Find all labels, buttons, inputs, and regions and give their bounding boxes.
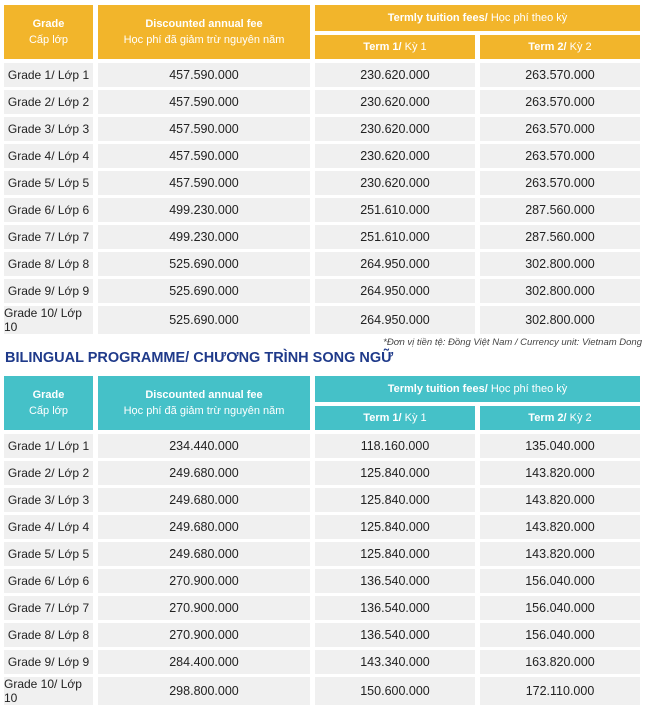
table-header [4,5,645,59]
term2-fee-cell: 143.820.000 [480,515,640,539]
term2-fee-cell: 287.560.000 [480,198,640,222]
term2-fee-cell: 263.570.000 [480,144,640,168]
term2-fee-cell: 263.570.000 [480,171,640,195]
term1-fee-cell: 125.840.000 [315,488,475,512]
term1-fee-cell: 230.620.000 [315,90,475,114]
header-annual-fee: Discounted annual fee Học phí đã giảm trừ nguyên năm [98,376,310,430]
term2-fee-cell: 156.040.000 [480,596,640,620]
standard-fee-table [4,5,645,334]
annual-fee-cell: 525.690.000 [98,252,310,276]
table-row [4,461,645,485]
grade-cell: Grade 1/ Lớp 1 [4,434,93,458]
table-row [4,198,645,222]
table-row [4,279,645,303]
term1-fee-cell: 230.620.000 [315,171,475,195]
grade-cell: Grade 9/ Lớp 9 [4,279,93,303]
term1-fee-cell: 125.840.000 [315,542,475,566]
table-row [4,596,645,620]
term1-fee-cell: 143.340.000 [315,650,475,674]
header-grade: Grade Cấp lớp [4,376,93,430]
currency-note: *Đơn vị tiền tệ: Đồng Việt Nam / Currency unit: Vietnam Dong [383,337,642,348]
term1-fee-cell: 230.620.000 [315,63,475,87]
table-row [4,63,645,87]
section-title: BILINGUAL PROGRAMME/ CHƯƠNG TRÌNH SONG NGỮ [5,350,394,366]
term1-fee-cell: 230.620.000 [315,117,475,141]
term1-fee-cell: 230.620.000 [315,144,475,168]
term2-fee-cell: 302.800.000 [480,306,640,334]
term2-fee-cell: 143.820.000 [480,542,640,566]
header-termly: Termly tuition fees/ Học phí theo kỳ Term 1/ Kỳ 1 Term 2/ Kỳ 2 [315,376,640,430]
annual-fee-cell: 249.680.000 [98,461,310,485]
term1-fee-cell: 264.950.000 [315,279,475,303]
term2-fee-cell: 302.800.000 [480,279,640,303]
header-grade: Grade Cấp lớp [4,5,93,59]
table-body [4,434,645,705]
table-row [4,677,645,705]
annual-fee-cell: 457.590.000 [98,117,310,141]
table-row [4,542,645,566]
table-row [4,171,645,195]
header-term1: Term 1/ Kỳ 1 [315,406,475,430]
grade-cell: Grade 9/ Lớp 9 [4,650,93,674]
term1-fee-cell: 125.840.000 [315,515,475,539]
term1-fee-cell: 136.540.000 [315,569,475,593]
term2-fee-cell: 135.040.000 [480,434,640,458]
term1-fee-cell: 264.950.000 [315,252,475,276]
header-annual-fee: Discounted annual fee Học phí đã giảm trừ nguyên năm [98,5,310,59]
grade-cell: Grade 6/ Lớp 6 [4,198,93,222]
annual-fee-cell: 457.590.000 [98,171,310,195]
term1-fee-cell: 150.600.000 [315,677,475,705]
table-row [4,623,645,647]
annual-fee-cell: 249.680.000 [98,515,310,539]
grade-cell: Grade 4/ Lớp 4 [4,515,93,539]
table-header [4,376,645,430]
annual-fee-cell: 249.680.000 [98,542,310,566]
annual-fee-cell: 270.900.000 [98,596,310,620]
grade-cell: Grade 5/ Lớp 5 [4,542,93,566]
table-row [4,252,645,276]
annual-fee-cell: 284.400.000 [98,650,310,674]
table-row [4,225,645,249]
term2-fee-cell: 143.820.000 [480,488,640,512]
table-row [4,515,645,539]
grade-cell: Grade 2/ Lớp 2 [4,461,93,485]
grade-cell: Grade 6/ Lớp 6 [4,569,93,593]
table-row [4,306,645,334]
header-term2: Term 2/ Kỳ 2 [480,406,640,430]
annual-fee-cell: 499.230.000 [98,198,310,222]
table-row [4,650,645,674]
annual-fee-cell: 234.440.000 [98,434,310,458]
table-row [4,488,645,512]
grade-cell: Grade 8/ Lớp 8 [4,623,93,647]
annual-fee-cell: 270.900.000 [98,569,310,593]
term1-fee-cell: 136.540.000 [315,596,475,620]
header-term2: Term 2/ Kỳ 2 [480,35,640,59]
term2-fee-cell: 156.040.000 [480,623,640,647]
table-row [4,569,645,593]
annual-fee-cell: 499.230.000 [98,225,310,249]
term1-fee-cell: 251.610.000 [315,225,475,249]
term2-fee-cell: 263.570.000 [480,63,640,87]
grade-cell: Grade 3/ Lớp 3 [4,117,93,141]
term1-fee-cell: 136.540.000 [315,623,475,647]
term1-fee-cell: 118.160.000 [315,434,475,458]
annual-fee-cell: 457.590.000 [98,63,310,87]
annual-fee-cell: 270.900.000 [98,623,310,647]
grade-cell: Grade 10/ Lớp 10 [4,306,93,334]
annual-fee-cell: 525.690.000 [98,279,310,303]
grade-cell: Grade 2/ Lớp 2 [4,90,93,114]
table-body [4,63,645,334]
header-termly: Termly tuition fees/ Học phí theo kỳ Term 1/ Kỳ 1 Term 2/ Kỳ 2 [315,5,640,59]
annual-fee-cell: 457.590.000 [98,90,310,114]
annual-fee-cell: 525.690.000 [98,306,310,334]
annual-fee-cell: 457.590.000 [98,144,310,168]
term1-fee-cell: 125.840.000 [315,461,475,485]
term1-fee-cell: 264.950.000 [315,306,475,334]
annual-fee-cell: 298.800.000 [98,677,310,705]
grade-cell: Grade 4/ Lớp 4 [4,144,93,168]
table-row [4,144,645,168]
grade-cell: Grade 7/ Lớp 7 [4,596,93,620]
term2-fee-cell: 287.560.000 [480,225,640,249]
table-row [4,90,645,114]
term2-fee-cell: 263.570.000 [480,117,640,141]
annual-fee-cell: 249.680.000 [98,488,310,512]
grade-cell: Grade 7/ Lớp 7 [4,225,93,249]
term2-fee-cell: 143.820.000 [480,461,640,485]
grade-cell: Grade 5/ Lớp 5 [4,171,93,195]
grade-cell: Grade 1/ Lớp 1 [4,63,93,87]
term2-fee-cell: 163.820.000 [480,650,640,674]
grade-cell: Grade 8/ Lớp 8 [4,252,93,276]
term1-fee-cell: 251.610.000 [315,198,475,222]
bilingual-fee-table [4,376,645,705]
table-row [4,117,645,141]
header-term1: Term 1/ Kỳ 1 [315,35,475,59]
term2-fee-cell: 172.110.000 [480,677,640,705]
term2-fee-cell: 156.040.000 [480,569,640,593]
table-row [4,434,645,458]
term2-fee-cell: 263.570.000 [480,90,640,114]
grade-cell: Grade 3/ Lớp 3 [4,488,93,512]
grade-cell: Grade 10/ Lớp 10 [4,677,93,705]
term2-fee-cell: 302.800.000 [480,252,640,276]
